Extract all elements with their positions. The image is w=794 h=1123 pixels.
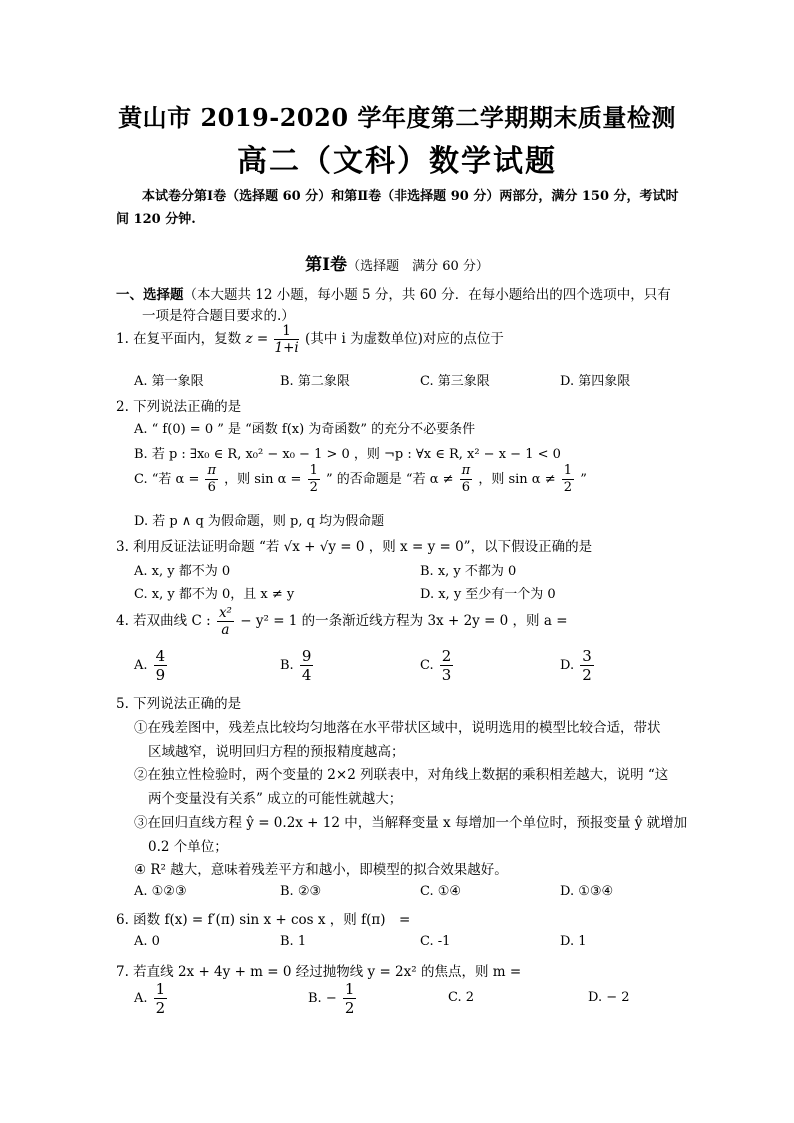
part1-label: 一、选择题 bbox=[116, 287, 184, 303]
q2-c-frac1-num: π bbox=[207, 463, 217, 478]
q5-statement-3b: 0.2 个单位； bbox=[148, 839, 228, 855]
section-title: 第Ⅰ卷 bbox=[305, 255, 348, 275]
q5-statement-2a: ②在独立性检验时，两个变量的 2×2 列联表中，对角线上数据的乘积相差越大，说明 “这 bbox=[134, 767, 669, 783]
q4-d-den: 2 bbox=[582, 666, 592, 684]
part1-heading bbox=[116, 283, 671, 303]
q6-option-b: B. 1 bbox=[280, 934, 307, 949]
q2-c-pre: C. “若 α = bbox=[134, 472, 200, 487]
q3-option-b: B. x, y 不都为 0 bbox=[420, 564, 517, 579]
q2-c-mid2: ” 的否命题是 “若 α ≠ bbox=[326, 472, 454, 487]
q4-d-num: 3 bbox=[582, 647, 592, 665]
q1-fraction bbox=[274, 323, 298, 356]
q4-a-frac bbox=[154, 647, 168, 684]
q4-d-frac bbox=[580, 647, 594, 684]
q5-option-a: A. ①②③ bbox=[134, 884, 187, 899]
q5-option-b: B. ②③ bbox=[280, 884, 322, 899]
question-4-stem bbox=[116, 605, 568, 638]
q4-b-label: B. bbox=[280, 658, 294, 673]
q4-option-a bbox=[134, 647, 169, 684]
q7-a-den: 2 bbox=[155, 999, 166, 1017]
q7-option-c: C. 2 bbox=[448, 990, 475, 1005]
q5-statement-4: ④ R² 越大，意味着残差平方和越小，即模型的拟合效果越好。 bbox=[134, 862, 508, 878]
q3-option-c: C. x, y 都不为 0，且 x ≠ y bbox=[134, 587, 295, 602]
q4-option-d bbox=[560, 647, 596, 684]
q2-c-frac4-den: 2 bbox=[563, 480, 573, 495]
q7-option-b bbox=[308, 980, 358, 1017]
section-heading bbox=[0, 250, 794, 275]
q2-c-frac1 bbox=[205, 463, 218, 496]
q4-a-label: A. bbox=[134, 658, 148, 673]
q4-num: x² bbox=[218, 605, 232, 621]
q4-den: a bbox=[221, 622, 230, 638]
q5-statement-1b: 区域越窄，说明回归方程的预报精度越高； bbox=[148, 744, 405, 760]
q1-z: z = bbox=[245, 331, 269, 347]
question-6-stem: 6. 函数 f(x) = f′(π) sin x + cos x ，则 f(π) = bbox=[116, 912, 411, 928]
q1-post: (其中 i 为虚数单位)对应的点位于 bbox=[305, 331, 504, 347]
q1-option-a: A. 第一象限 bbox=[134, 374, 204, 389]
q7-option-a bbox=[134, 980, 169, 1017]
exam-title-line1: 黄山市 2019-2020 学年度第二学期期末质量检测 bbox=[118, 103, 676, 132]
q5-option-c: C. ①④ bbox=[420, 884, 462, 899]
q4-option-b bbox=[280, 647, 315, 684]
q4-a-num: 4 bbox=[155, 647, 166, 665]
q2-option-c bbox=[134, 463, 587, 496]
q4-fraction bbox=[217, 605, 234, 638]
question-1-stem bbox=[116, 323, 504, 356]
q7-a-label: A. bbox=[134, 991, 148, 1006]
q2-c-frac3 bbox=[460, 463, 473, 496]
q4-option-c bbox=[420, 647, 455, 684]
q5-statement-2b: 两个变量没有关系” 成立的可能性就越大； bbox=[148, 791, 403, 807]
q4-pre: 4. 若双曲线 C : bbox=[116, 613, 211, 629]
question-3-stem: 3. 利用反证法证明命题 “若 √x + √y = 0 ，则 x = y = 0”，以下假设正确的是 bbox=[116, 539, 593, 555]
q7-a-num: 1 bbox=[155, 980, 166, 998]
q2-c-frac2-num: 1 bbox=[309, 463, 318, 478]
q4-d-label: D. bbox=[560, 658, 575, 673]
exam-title-line2: 高二（文科）数学试题 bbox=[237, 144, 557, 179]
q2-c-mid3: ，则 sin α ≠ bbox=[478, 472, 556, 487]
q2-c-frac4-num: 1 bbox=[563, 463, 573, 478]
q2-c-frac2 bbox=[308, 463, 320, 496]
q4-b-frac bbox=[300, 647, 314, 684]
q2-c-mid1: ，则 sin α = bbox=[224, 472, 302, 487]
q2-option-a: A. “ f(0) = 0 ” 是 “函数 f(x) 为奇函数” 的充分不必要条件 bbox=[134, 422, 476, 437]
q2-option-d: D. 若 p ∧ q 为假命题，则 p, q 均为假命题 bbox=[134, 514, 385, 529]
q4-post: − y² = 1 的一条渐近线方程为 3x + 2y = 0 ，则 a = bbox=[240, 613, 568, 629]
q7-b-num: 1 bbox=[344, 980, 355, 998]
q4-c-num: 2 bbox=[441, 647, 452, 665]
q1-num: 1 bbox=[274, 323, 298, 340]
question-7-stem: 7. 若直线 2x + 4y + m = 0 经过抛物线 y = 2x² 的焦点，则 m = bbox=[116, 964, 522, 980]
section-subtitle: （选择题 满分 60 分） bbox=[347, 259, 489, 274]
q4-c-frac bbox=[440, 647, 454, 684]
q1-option-c: C. 第三象限 bbox=[420, 374, 490, 389]
q5-statement-1a: ①在残差图中，残差点比较均匀地落在水平带状区域中，说明选用的模型比较合适，带状 bbox=[134, 720, 661, 736]
q2-c-frac3-num: π bbox=[461, 463, 471, 478]
q4-b-den: 4 bbox=[301, 666, 312, 684]
q4-b-num: 9 bbox=[301, 647, 312, 665]
q2-option-b: B. 若 p : ∃x₀ ∈ R, x₀² − x₀ − 1 > 0 ，则 ¬p : ∀x ∈ R, x² − x − 1 < 0 bbox=[134, 447, 561, 462]
q7-b-frac bbox=[343, 980, 357, 1017]
q3-option-d: D. x, y 至少有一个为 0 bbox=[420, 587, 556, 602]
part1-desc-2: 一项是符合题目要求的.） bbox=[142, 308, 295, 324]
q6-option-d: D. 1 bbox=[560, 934, 587, 949]
q1-option-b: B. 第二象限 bbox=[280, 374, 350, 389]
q1-den: 1+i bbox=[274, 340, 299, 356]
q6-option-c: C. -1 bbox=[420, 934, 451, 949]
part1-desc: （本大题共 12 小题，每小题 5 分，共 60 分．在每小题给出的四个选项中，只有 bbox=[183, 287, 671, 303]
question-2-stem: 2. 下列说法正确的是 bbox=[116, 399, 242, 415]
question-5-stem: 5. 下列说法正确的是 bbox=[116, 696, 242, 712]
q4-a-den: 9 bbox=[155, 666, 166, 684]
q4-c-den: 3 bbox=[441, 666, 452, 684]
q2-c-frac3-den: 6 bbox=[461, 480, 471, 495]
q2-c-frac1-den: 6 bbox=[207, 480, 216, 495]
q7-a-frac bbox=[154, 980, 168, 1017]
q2-c-frac4 bbox=[562, 463, 574, 496]
q4-c-label: C. bbox=[420, 658, 434, 673]
q1-option-d: D. 第四象限 bbox=[560, 374, 631, 389]
q6-option-a: A. 0 bbox=[134, 934, 160, 949]
q1-pre: 1. 在复平面内，复数 bbox=[116, 331, 242, 347]
q2-c-end: ” bbox=[580, 472, 587, 487]
exam-intro: 本试卷分第Ⅰ卷（选择题 60 分）和第Ⅱ卷（非选择题 90 分）两部分，满分 150 分，考试时间 120 分钟. bbox=[116, 189, 679, 227]
q5-option-d: D. ①③④ bbox=[560, 884, 614, 899]
q3-option-a: A. x, y 都不为 0 bbox=[134, 564, 231, 579]
q7-b-label: B. − bbox=[308, 991, 337, 1006]
q5-statement-3a: ③在回归直线方程 ŷ = 0.2x + 12 中，当解释变量 x 每增加一个单位时，预报变量 ŷ 就增加 bbox=[134, 815, 688, 831]
q7-option-d: D. − 2 bbox=[588, 990, 630, 1005]
q2-c-frac2-den: 2 bbox=[309, 480, 318, 495]
q7-b-den: 2 bbox=[344, 999, 355, 1017]
